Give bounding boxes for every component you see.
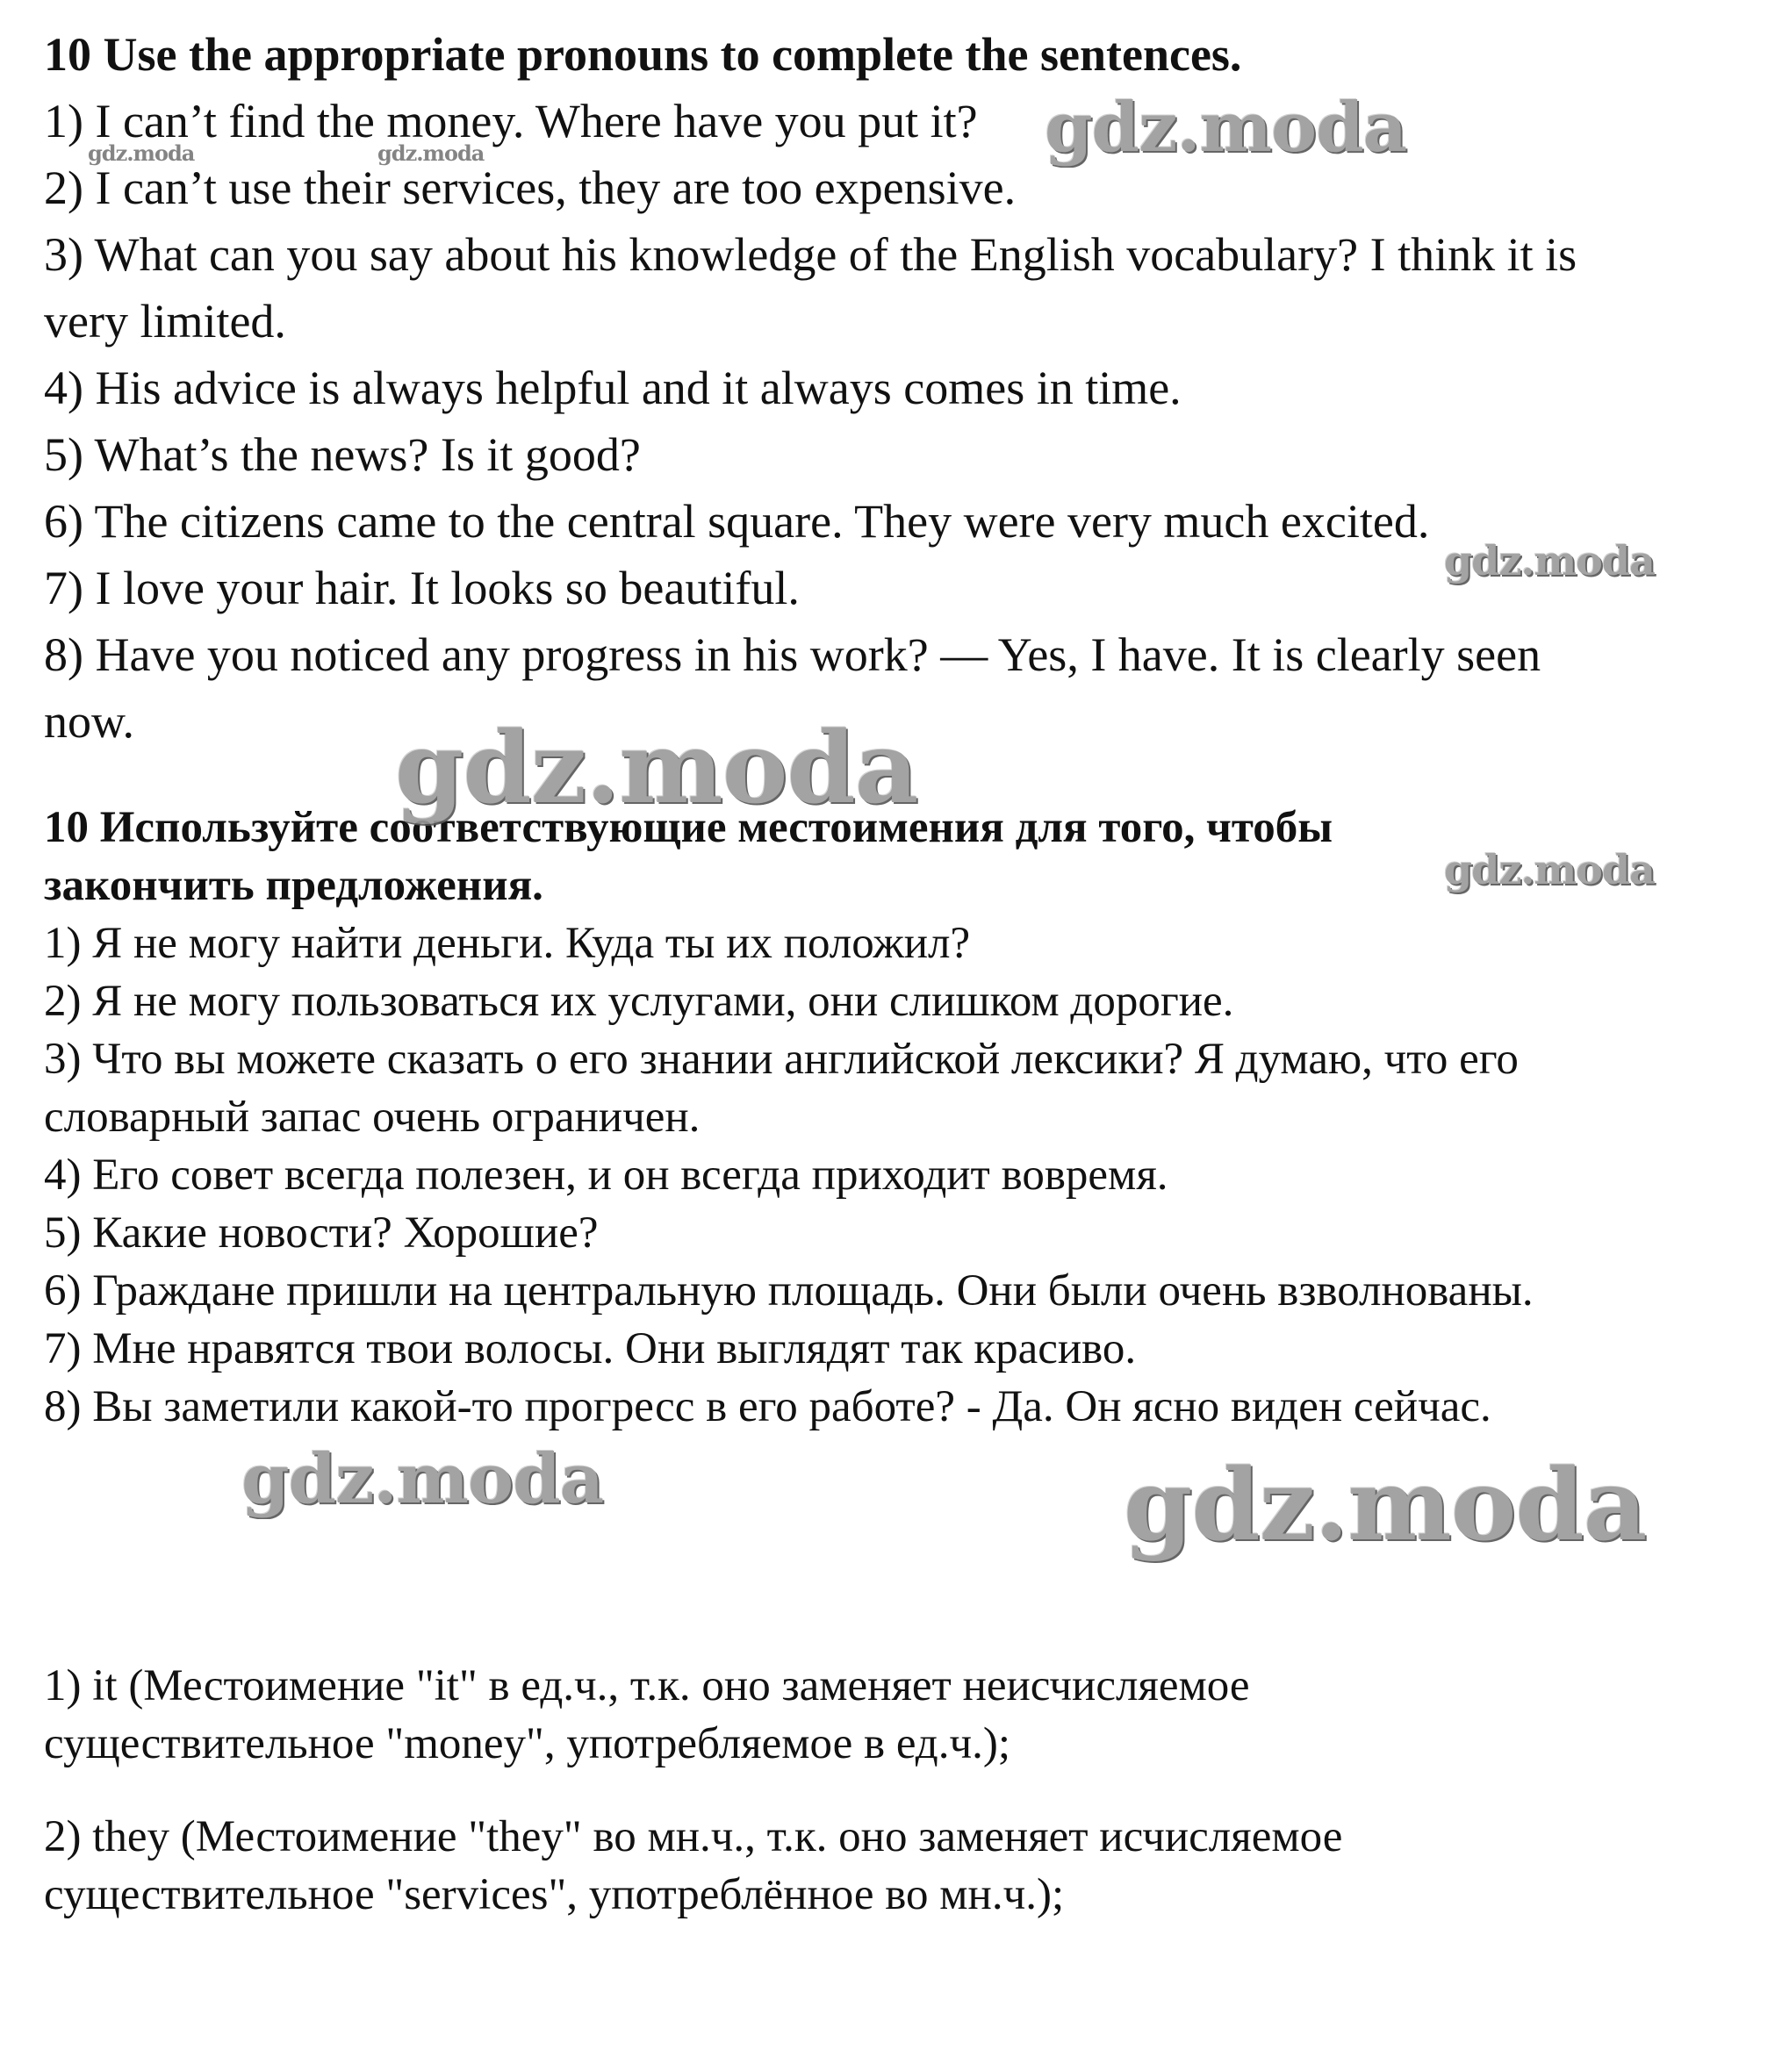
english-line-3: 3) What can you say about his knowledge of the English vocabulary? I think it is: [44, 228, 1577, 281]
russian-line-6: 6) Граждане пришли на центральную площадь. Они были очень взволнованы.: [44, 1266, 1534, 1316]
watermark-logo: gdz.moda: [1124, 1448, 1647, 1563]
english-line-5: 5) What’s the news? Is it good?: [44, 428, 641, 481]
english-line-1: 1) I can’t find the money. Where have you put it?: [44, 95, 978, 147]
answer-2-line-1: 2) they (Местоимение "they" во мн.ч., т.к. оно заменяет исчисляемое: [44, 1812, 1343, 1861]
english-line-7: 7) I love your hair. It looks so beautiful.: [44, 562, 800, 614]
russian-heading-line-1: 10 Используйте соответствующие местоимения для того, чтобы: [44, 803, 1333, 852]
english-line-6: 6) The citizens came to the central square. They were very much excited.: [44, 495, 1430, 548]
answer-1-line-2: существительное "money", употребляемое в ед.ч.);: [44, 1719, 1011, 1768]
russian-line-4: 4) Его совет всегда полезен, и он всегда приходит вовремя.: [44, 1151, 1168, 1200]
watermark-logo: gdz.moda: [88, 140, 195, 166]
watermark-logo: gdz.moda: [1444, 537, 1655, 584]
watermark-logo: gdz.moda: [1045, 88, 1407, 168]
russian-line-8: 8) Вы заметили какой-то прогресс в его работе? - Да. Он ясно виден сейчас.: [44, 1382, 1491, 1431]
english-line-3-cont: very limited.: [44, 295, 286, 348]
watermark-logo: gdz.moda: [241, 1439, 604, 1519]
english-line-8: 8) Have you noticed any progress in his work? — Yes, I have. It is clearly seen: [44, 628, 1541, 681]
watermark-logo: gdz.moda: [395, 711, 918, 826]
russian-line-3: 3) Что вы можете сказать о его знании английской лексики? Я думаю, что его: [44, 1035, 1519, 1084]
english-heading: 10 Use the appropriate pronouns to complete the sentences.: [44, 28, 1242, 81]
english-line-4: 4) His advice is always helpful and it always comes in time.: [44, 362, 1182, 414]
answer-2-line-2: существительное "services", употреблённое во мн.ч.);: [44, 1870, 1065, 1919]
russian-line-7: 7) Мне нравятся твои волосы. Они выглядят так красиво.: [44, 1324, 1137, 1373]
russian-line-3-cont: словарный запас очень ограничен.: [44, 1093, 701, 1142]
russian-line-2: 2) Я не могу пользоваться их услугами, они слишком дорогие.: [44, 977, 1234, 1026]
answer-1-line-1: 1) it (Местоимение "it" в ед.ч., т.к. оно заменяет неисчисляемое: [44, 1661, 1250, 1710]
english-line-8-cont: now.: [44, 695, 134, 748]
russian-line-1: 1) Я не могу найти деньги. Куда ты их положил?: [44, 919, 971, 968]
russian-heading-line-2: закончить предложения.: [44, 861, 543, 910]
russian-line-5: 5) Какие новости? Хорошие?: [44, 1208, 599, 1258]
watermark-logo: gdz.moda: [1444, 846, 1655, 893]
watermark-logo: gdz.moda: [377, 140, 485, 166]
english-line-2: 2) I can’t use their services, they are too expensive.: [44, 161, 1017, 214]
